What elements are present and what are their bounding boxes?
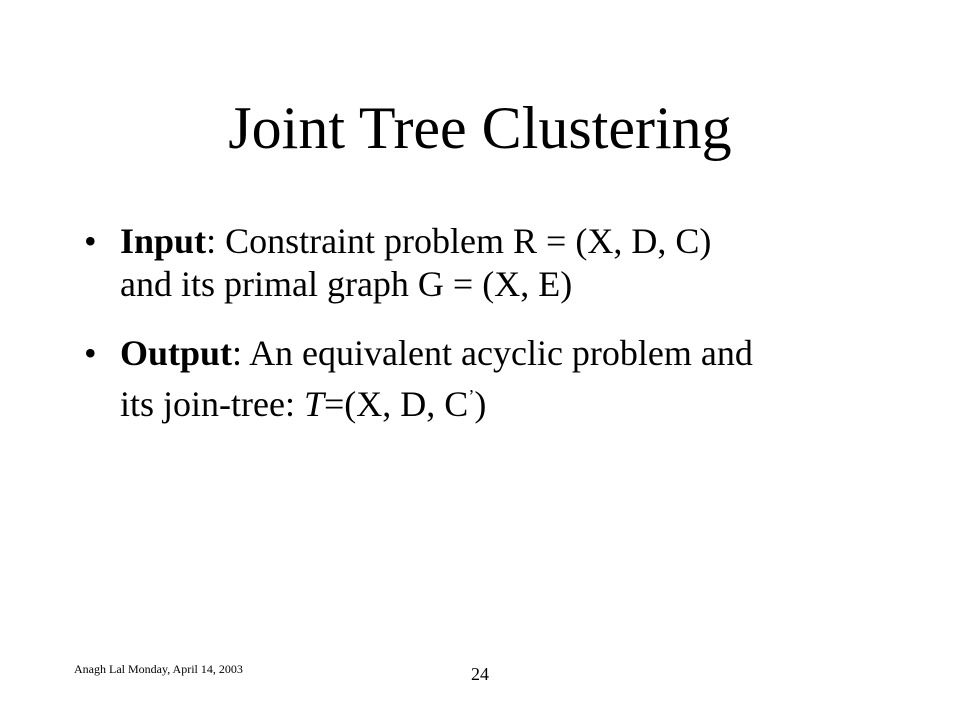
bullet-output-line-2 <box>120 375 884 426</box>
bullet-dot: • <box>84 333 97 373</box>
bullet-dot: • <box>84 221 97 261</box>
bullet-output-line-2-pre: its join-tree: <box>120 384 304 424</box>
bullet-input <box>84 220 884 306</box>
bullet-list <box>84 220 884 452</box>
bullet-output-line-1 <box>120 332 884 375</box>
page-number: 24 <box>471 664 489 684</box>
footer-author-date: Anagh Lal Monday, April 14, 2003 <box>74 662 243 676</box>
bullet-output-line-2-post: ) <box>474 384 487 424</box>
bullet-input-lead: Input <box>120 221 207 261</box>
bullet-output-lead: Output <box>120 333 233 373</box>
bullet-input-line-1 <box>120 220 884 263</box>
bullet-output-tree-var: T <box>303 384 324 424</box>
slide-title: Joint Tree Clustering <box>228 95 732 161</box>
bullet-input-text: : Constraint problem R = (X, D, C) <box>206 221 712 261</box>
bullet-output-prime: ’ <box>468 386 475 406</box>
bullet-input-line-2: and its primal graph G = (X, E) <box>120 264 573 304</box>
bullet-output-text: : An equivalent acyclic problem and <box>232 333 753 373</box>
bullet-output-line-2-mid: =(X, D, C <box>324 384 469 424</box>
bullet-output <box>84 332 884 426</box>
